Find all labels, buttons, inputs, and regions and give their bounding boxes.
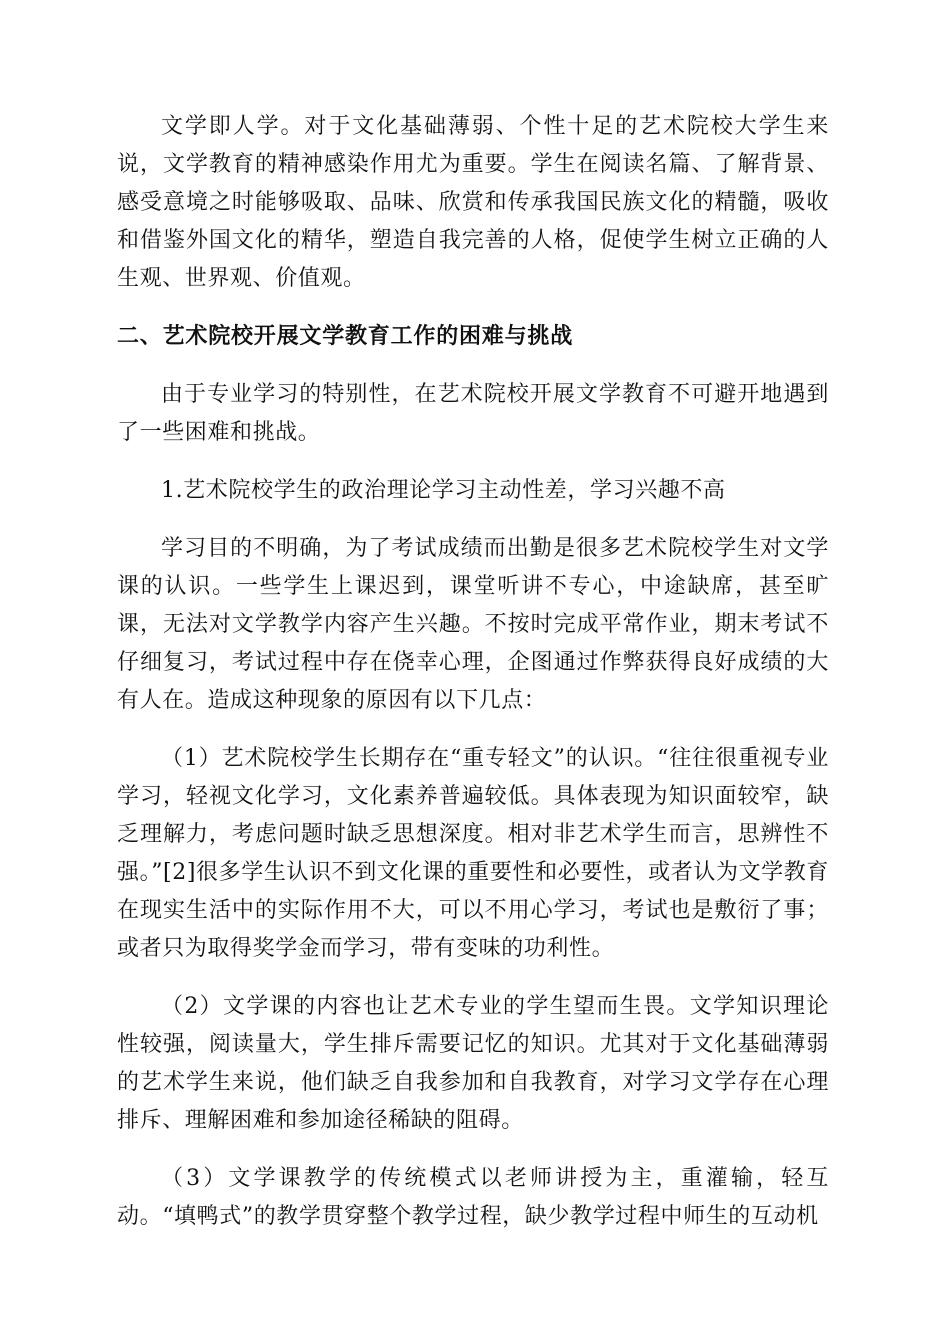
paragraph-reason-3: （3）文学课教学的传统模式以老师讲授为主，重灌输，轻互动。“填鸭式”的教学贯穿整个教学过程，缺少教学过程中师生的互动机 xyxy=(117,1166,829,1229)
document-body xyxy=(117,108,829,1256)
paragraph-intro-challenges: 由于专业学习的特别性，在艺术院校开展文学教育不可避开地遇到了一些困难和挑战。 xyxy=(117,382,829,445)
paragraph-reason-1: （1）艺术院校学生长期存在“重专轻文”的认识。“往往很重视专业学习，轻视文化学习，文化素养普遍较低。具体表现为知识面较窄，缺乏理解力，考虑问题时缺乏思想深度。相对非艺术学生而言，思辨性不强。”[2]很多学生认识不到文化课的重要性和必要性，或者认为文学教育在现实生活中的实际作用不大，可以不用心学习，考试也是敷衍了事；或者只为取得奖学金而学习，带有变味的功利性。 xyxy=(117,746,829,961)
paragraph-reason-2: （2）文学课的内容也让艺术专业的学生望而生畏。文学知识理论性较强，阅读量大，学生排斥需要记忆的知识。尤其对于文化基础薄弱的艺术学生来说，他们缺乏自我参加和自我教育，对学习文学存在心理排斥、理解困难和参加途径稀缺的阻碍。 xyxy=(117,994,829,1133)
subheading-1: 1.艺术院校学生的政治理论学习主动性差，学习兴趣不高 xyxy=(161,478,726,503)
paragraph-literature-is-humanity: 文学即人学。对于文化基础薄弱、个性十足的艺术院校大学生来说，文学教育的精神感染作用尤为重要。学生在阅读名篇、了解背景、感受意境之时能够吸取、品味、欣赏和传承我国民族文化的精髓，吸收和借鉴外国文化的精华，塑造自我完善的人格，促使学生树立正确的人生观、世界观、价值观。 xyxy=(117,114,829,291)
paragraph-learning-purpose: 学习目的不明确，为了考试成绩而出勤是很多艺术院校学生对文学课的认识。一些学生上课迟到，课堂听讲不专心，中途缺席，甚至旷课，无法对文学教学内容产生兴趣。不按时完成平常作业，期末考试不仔细复习，考试过程中存在侥幸心理，企图通过作弊获得良好成绩的大有人在。造成这种现象的原因有以下几点： xyxy=(117,536,829,713)
section-heading-2: 二、艺术院校开展文学教育工作的困难与挑战 xyxy=(117,324,574,349)
